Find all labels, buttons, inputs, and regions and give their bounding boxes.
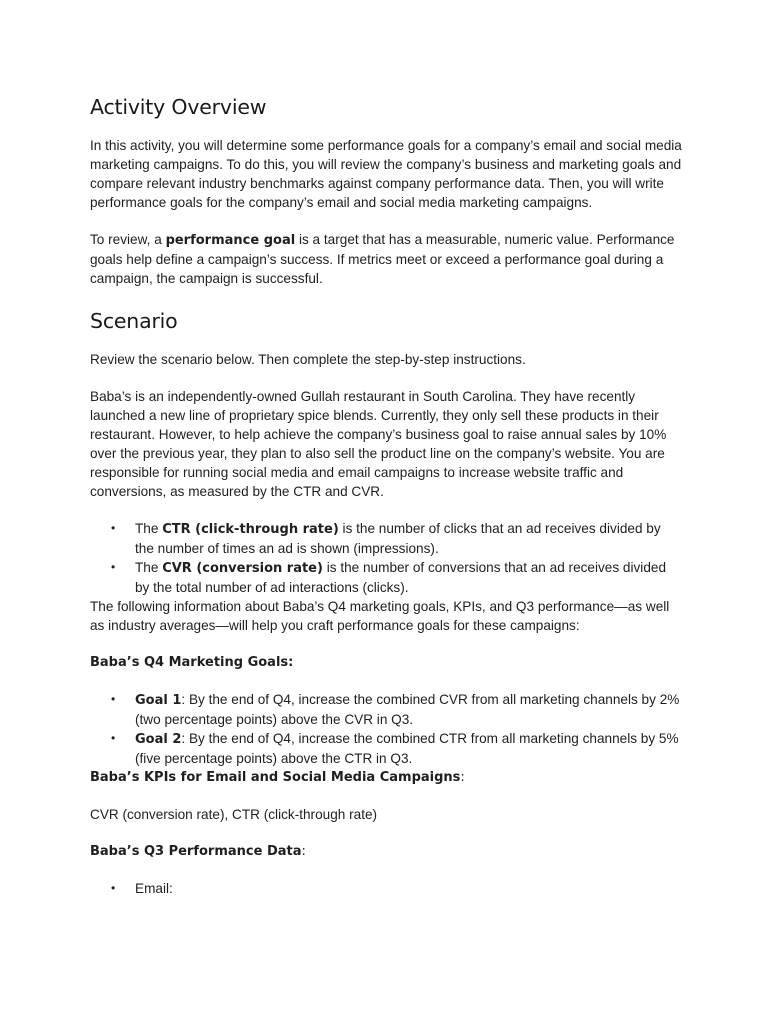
ctr-prefix: The (135, 521, 163, 536)
performance-goal-definition (90, 230, 682, 288)
ctr-definition: is the number of clicks that an ad receives divided by the number of times an ad is shown (impressions). (135, 521, 661, 556)
performance-data-heading-text: Baba’s Q3 Performance Data (90, 844, 302, 859)
goal-1-label: Goal 1 (135, 693, 182, 708)
kpis-heading-colon: : (460, 770, 465, 785)
kpis-heading-text: Baba’s KPIs for Email and Social Media Campaigns (90, 770, 461, 785)
bullet-icon: • (111, 731, 116, 745)
document-page (90, 92, 682, 898)
performance-goal-term: performance goal (165, 233, 296, 248)
performance-data-list (90, 879, 682, 898)
following-info-paragraph: The following information about Baba’s Q4 marketing goals, KPIs, and Q3 performance—as well as industry averages—will help you craft performance goals for these campaigns: (90, 599, 670, 633)
marketing-goals-list (90, 690, 682, 768)
scenario-intro: Review the scenario below. Then complete the step-by-step instructions. (90, 352, 526, 367)
scenario-description: Baba’s is an independently-owned Gullah restaurant in South Carolina. They have recently launched a new line of proprietary spice blends. Currently, they only sell these products in their restaurant. However, to help achieve the company’s business goal to raise annual sales by 10% over the previous year, they plan to also sell the product line on the company’s website. You are responsible for running social media and email campaigns to increase website traffic and conversions, as measured by the CTR and CVR. (90, 389, 667, 499)
kpis-text: CVR (conversion rate), CTR (click-through rate) (90, 807, 378, 822)
activity-overview-paragraph: In this activity, you will determine some performance goals for a company’s email and social media marketing campaigns. To do this, you will review the company’s business and marketing goals and compare relevant industry benchmarks against company performance data. Then, you will write performance goals for the company’s email and social media marketing campaigns. (90, 138, 682, 210)
kpis-heading (90, 768, 682, 787)
cvr-term: CVR (conversion rate) (162, 561, 323, 576)
bullet-icon: • (111, 560, 116, 574)
cvr-prefix: The (135, 560, 163, 575)
goal-2-text: : By the end of Q4, increase the combined CTR from all marketing channels by 5% (five percentage points) above the CTR in Q3. (135, 731, 679, 766)
scenario-heading: Scenario (90, 309, 178, 333)
goal-2-label: Goal 2 (135, 732, 182, 747)
definition-suffix: is a target that has a measurable, numeric value. Performance goals help define a campaign’s success. If metrics meet or exceed a performance goal during a campaign, the campaign is successful. (90, 232, 675, 286)
email-label: Email: (135, 881, 173, 896)
list-item-cvr (90, 558, 682, 597)
bullet-icon: • (111, 881, 116, 895)
performance-data-heading-colon: : (301, 844, 306, 859)
list-item-ctr (90, 519, 682, 558)
performance-data-heading (90, 842, 682, 861)
cvr-definition: is the number of conversions that an ad receives divided by the total number of ad interactions (clicks). (135, 560, 667, 595)
marketing-goals-heading: Baba’s Q4 Marketing Goals: (90, 655, 294, 670)
bullet-icon: • (111, 521, 116, 535)
list-item-goal-1 (90, 690, 682, 729)
metric-definitions-list (90, 519, 682, 597)
activity-overview-heading: Activity Overview (90, 95, 267, 119)
list-item-email (90, 879, 682, 898)
list-item-goal-2 (90, 729, 682, 768)
bullet-icon: • (111, 692, 116, 706)
definition-prefix: To review, a (90, 232, 166, 247)
goal-1-text: : By the end of Q4, increase the combined CVR from all marketing channels by 2% (two percentage points) above the CVR in Q3. (135, 692, 680, 727)
ctr-term: CTR (click-through rate) (162, 522, 339, 537)
